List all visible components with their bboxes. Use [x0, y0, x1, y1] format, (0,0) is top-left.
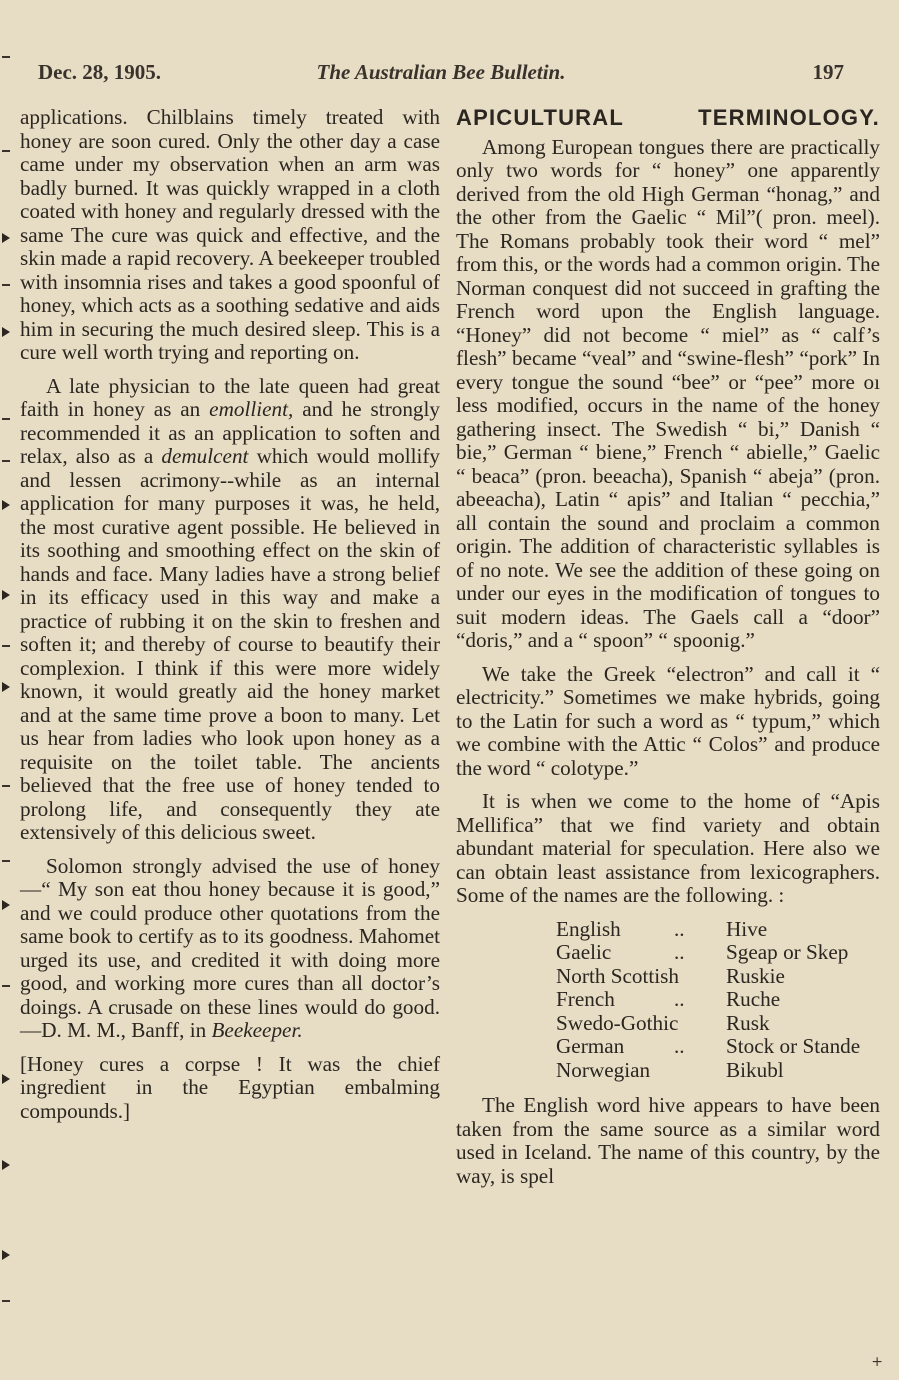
language-name: German	[556, 1034, 625, 1058]
hive-word: Ruche	[726, 987, 781, 1011]
paragraph-text: and he strongly recommended it as an application to soften and relax, also as a	[20, 397, 441, 468]
margin-tick	[2, 860, 10, 862]
margin-arrow-mark	[2, 233, 10, 243]
paragraph-text: Solomon strongly advised the use of honey—“ My son eat thou honey because it is good,” and we could produce other quotations from the same book to certify as to its goodness. Mahomet urged its use, and credited it with doing more good, and working more cures than all doctor’s doings. A crusade on these lines would do good.—D. M. M., Banff, in	[20, 853, 440, 1042]
hive-names-list	[556, 918, 860, 1083]
language-name: North Scottish	[556, 963, 680, 988]
hive-word: Ruskie	[726, 963, 785, 988]
margin-tick	[2, 785, 10, 787]
hive-word: Sgeap or Skep	[726, 940, 849, 964]
publication-title: The Australian Bee Bulletin.	[316, 60, 566, 84]
list-item	[556, 1012, 860, 1036]
margin-arrow-mark	[2, 1250, 10, 1260]
article-paragraph: Among European tongues there are practically only two words for “ honey” one apparently derived from the old High German “honag,” and the other from the Gaelic “ Mil”( pron. meel). The Romans probably took their word “ mel” from this, or the words had a common origin. The Norman conquest did not succeed in grafting the French word upon the English language. “Honey” did not become “ miel” as “ calf’s flesh” became “veal” and “swine-flesh” “pork” In every tongue the sound “bee” or “pee” more oı less modified, occurs in the name of the honey gathering insect. The Swedish “ bi,” Danish “ bie,” German “ biene,” French “ abielle,” Gaelic “ beaca” (pron. beeacha), Spanish “ abeja” (pron. abeeacha), Latin “ apis” and Italian “ pecchia,” all contain the sound and proclaim a common origin. The addition of characteristic syllables is of no note. We see the addition of these going on under our eyes in the modification of tongues to suit modern ideas. The Gaels call a “door” “doris,” and a “ spoon” “ spoonig.”	[456, 134, 880, 652]
hive-word: Bikubl	[726, 1057, 784, 1082]
margin-tick	[2, 418, 10, 420]
editorial-note: [Honey cures a corpse ! It was the chief ingredient in the Egyptian embalming compounds.]	[20, 1051, 440, 1123]
article-paragraph: It is when we come to the home of “Apis Mellifica” that we find variety and obtain abundant material for speculation. Here also we can obtain least assistance from lexicographers. Some of the names are the following. :	[456, 789, 880, 907]
language-name: English	[556, 916, 621, 941]
margin-arrow-mark	[2, 900, 10, 910]
leader-dots: ..	[674, 940, 685, 964]
emphasis-text: emollient,	[209, 397, 294, 421]
page-number: 197	[812, 60, 844, 84]
hive-word: Hive	[726, 916, 768, 941]
margin-tick	[2, 1300, 10, 1302]
emphasis-text: demulcent	[161, 444, 249, 468]
list-item	[556, 988, 860, 1012]
leader-dots: ..	[674, 1034, 685, 1058]
margin-arrow-mark	[2, 500, 10, 510]
leader-dots: ..	[674, 987, 685, 1011]
margin-arrow-mark	[2, 1074, 10, 1084]
margin-marks	[0, 0, 14, 1380]
margin-tick	[2, 460, 10, 462]
article-paragraph: We take the Greek “electron” and call it “ electricity.” Sometimes we make hybrids, going to the Latin for such a word as “ typum,” which we combine with the Attic “ Colos” and produce the word “ colotype.”	[456, 661, 880, 780]
article-paragraph: The English word hive appears to have been taken from the same source as a similar word used in Iceland. The name of this country, by the way, is spel	[456, 1093, 880, 1188]
hive-word: Stock or Stande	[726, 1034, 861, 1058]
language-name: Swedo-Gothic	[556, 1010, 679, 1035]
margin-arrow-mark	[2, 327, 10, 337]
language-name: Gaelic	[556, 940, 612, 964]
margin-tick	[2, 645, 10, 647]
margin-tick	[2, 56, 10, 58]
article-paragraph	[20, 375, 440, 845]
leader-dots: ..	[674, 916, 685, 941]
margin-tick	[2, 150, 10, 152]
corner-mark: +	[871, 1354, 883, 1370]
issue-date: Dec. 28, 1905.	[38, 60, 162, 84]
right-column	[456, 106, 880, 1198]
margin-arrow-mark	[2, 1160, 10, 1170]
list-item	[556, 1059, 860, 1083]
margin-tick	[2, 284, 10, 286]
paragraph-text: which would mollify and lessen acrimony--while as an internal application for many purposes it was, he held, the most curative agent possible. He believed in its soothing and smoothing effect on the skin of hands and face. Many ladies have a strong belief in its efficacy used in this way and make a practice of rubbing it on the skin to freshen and soften it; and thereby of course to beautify their complexion. I think if this were more widely known, it would greatly aid the honey market and at the same time prove a boon to many. Let us hear from ladies who look upon honey as a requisite on the toilet table. The ancients believed that the free use of honey tended to prolong life, and consequently they ate extensively of this delicious sweet.	[20, 444, 440, 844]
source-citation: Beekeeper.	[211, 1018, 303, 1042]
paragraph-text: A late physician to the late queen had great faith in honey as an	[20, 373, 440, 421]
list-item	[556, 918, 860, 942]
left-column	[20, 106, 440, 1133]
margin-tick	[2, 985, 10, 987]
margin-arrow-mark	[2, 590, 10, 600]
list-item	[556, 965, 860, 989]
article-heading: APICULTURAL TERMINOLOGY.	[456, 105, 880, 130]
article-paragraph: applications. Chilblains timely treated with honey are soon cured. Only the other day a case came under my observation when an arm was badly burned. It was quickly wrapped in a cloth coated with honey and regularly dressed with the same The cure was quick and effective, and the skin made a rapid recovery. A beekeeper troubled with insomnia rises and takes a good spoonful of honey, which acts as a soothing sedative and aids him in securing the much desired sleep. This is a cure well worth trying and reporting on.	[20, 105, 440, 364]
hive-word: Rusk	[726, 1010, 770, 1035]
list-item	[556, 941, 860, 965]
article-paragraph	[20, 855, 440, 1043]
margin-arrow-mark	[2, 682, 10, 692]
language-name: French	[556, 987, 615, 1011]
list-item	[556, 1035, 860, 1059]
running-header	[38, 60, 844, 90]
language-name: Norwegian	[556, 1057, 651, 1082]
